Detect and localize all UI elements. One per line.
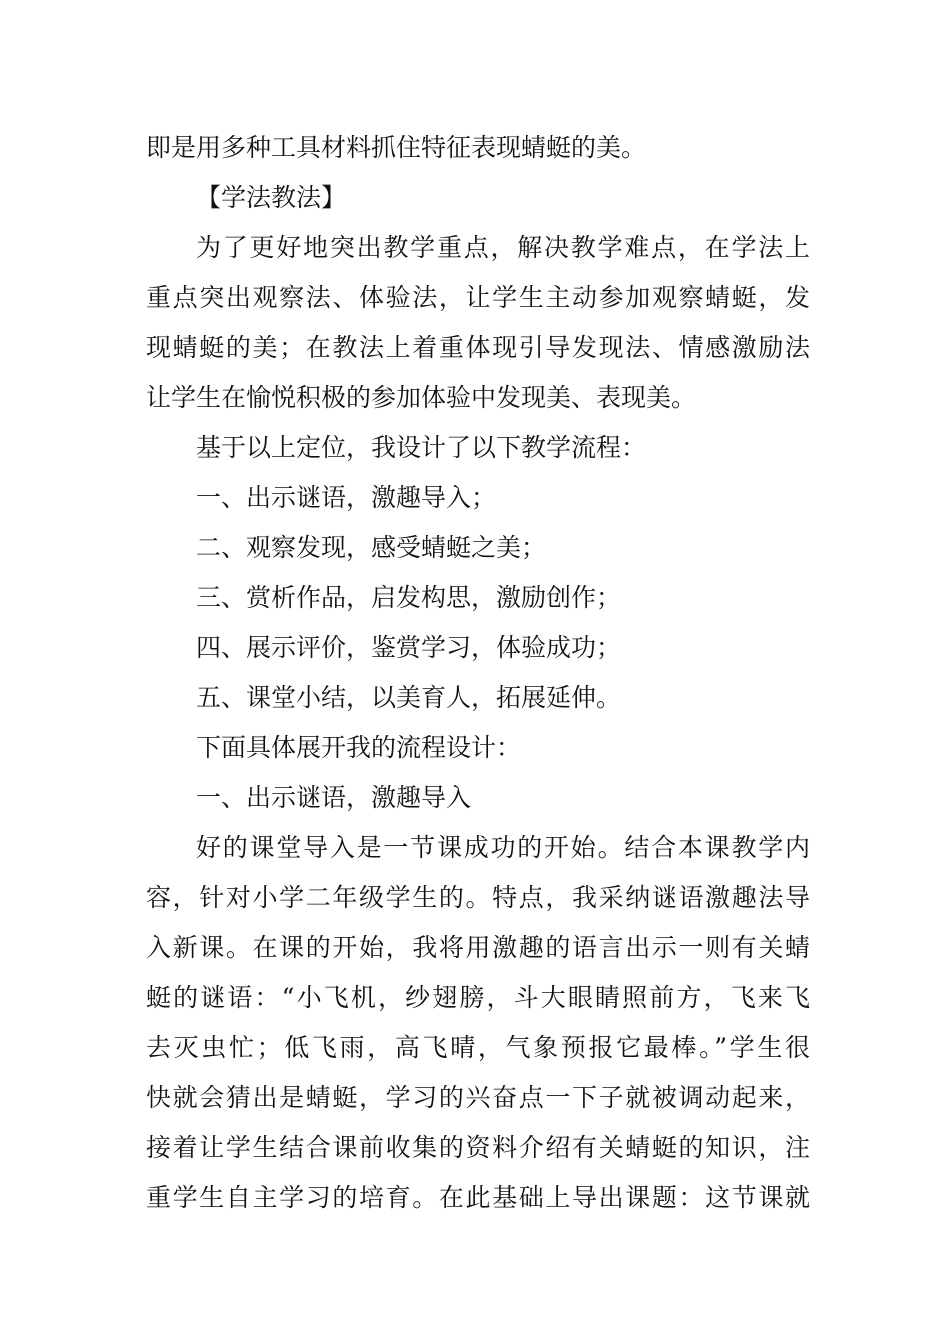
text-line: 容，针对小学二年级学生的。特点，我采纳谜语激趣法导 <box>146 883 810 912</box>
text-line: 基于以上定位，我设计了以下教学流程： <box>196 433 647 462</box>
list-item: 二、观察发现，感受蜻蜓之美； <box>196 533 547 562</box>
text-line: 重点突出观察法、体验法，让学生主动参加观察蜻蜓，发 <box>146 283 810 312</box>
list-item: 三、赏析作品，启发构思，激励创作； <box>196 583 622 612</box>
list-item: 五、课堂小结，以美育人，拓展延伸。 <box>196 683 622 712</box>
subsection-heading: 一、出示谜语，激趣导入 <box>196 783 472 812</box>
list-item: 一、出示谜语，激趣导入； <box>196 483 497 512</box>
text-line: 好的课堂导入是一节课成功的开始。结合本课教学内 <box>196 833 810 862</box>
text-line: 让学生在愉悦积极的参加体验中发现美、表现美。 <box>146 383 697 412</box>
text-line: 接着让学生结合课前收集的资料介绍有关蜻蜓的知识，注 <box>146 1133 810 1162</box>
text-line: 为了更好地突出教学重点，解决教学难点，在学法上 <box>196 233 810 262</box>
text-line: 蜓的谜语：“小飞机，纱翅膀，斗大眼睛照前方，飞来飞 <box>146 983 810 1012</box>
text-line: 现蜻蜓的美；在教法上着重体现引导发现法、情感激励法 <box>146 333 810 362</box>
text-line: 去灭虫忙；低飞雨，高飞晴，气象预报它最棒。”学生很 <box>146 1033 810 1062</box>
text-line: 入新课。在课的开始，我将用激趣的语言出示一则有关蜻 <box>146 933 810 962</box>
section-heading: 【学法教法】 <box>196 183 347 212</box>
list-item: 四、展示评价，鉴赏学习，体验成功； <box>196 633 622 662</box>
text-line: 即是用多种工具材料抓住特征表现蜻蜓的美。 <box>146 133 647 162</box>
text-line: 重学生自主学习的培育。在此基础上导出课题：这节课就 <box>146 1183 810 1212</box>
text-line: 下面具体展开我的流程设计： <box>196 733 522 762</box>
text-line: 快就会猜出是蜻蜓，学习的兴奋点一下子就被调动起来， <box>146 1083 810 1112</box>
